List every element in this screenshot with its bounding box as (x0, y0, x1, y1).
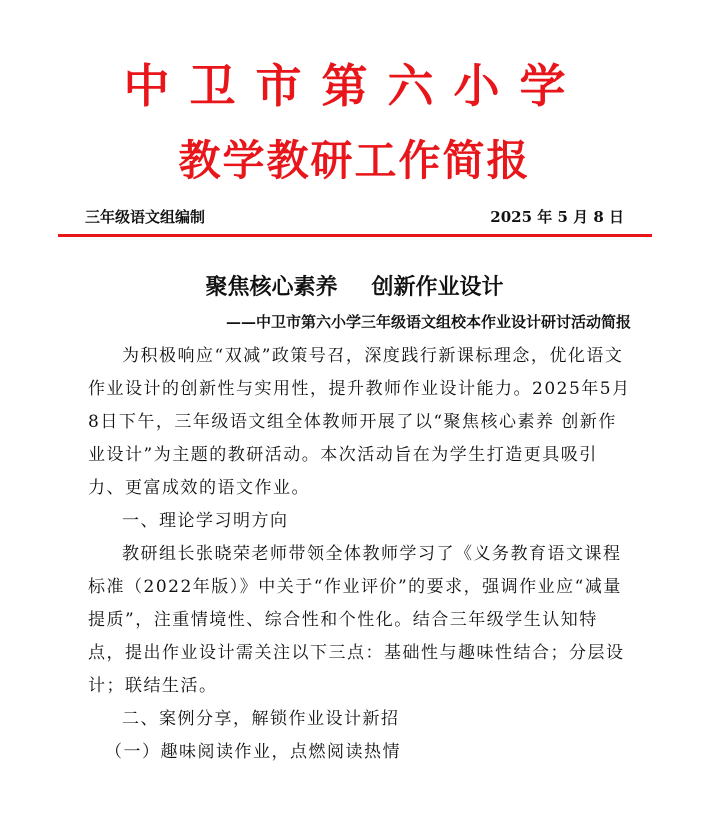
article-title-part2: 创新作业设计 (371, 274, 504, 300)
section2-heading: 二、案例分享，解锁作业设计新招 (122, 709, 400, 729)
date-label: 2025 年 5 月 8 日 (490, 208, 624, 226)
header-divider (58, 234, 652, 237)
school-name: 中卫市第六小学 (123, 59, 586, 113)
article-subtitle: ——中卫市第六小学三年级语文组校本作业设计研讨活动简报 (225, 313, 631, 331)
editor-label: 三年级语文组编制 (85, 208, 206, 226)
meta-row (85, 205, 624, 229)
article-title-part1: 聚焦核心素养 (205, 274, 338, 300)
bulletin-title: 教学教研工作简报 (178, 136, 531, 185)
article-body (88, 340, 634, 769)
intro-paragraph: 为积极响应“双减”政策号召，深度践行新课标理念，优化语文作业设计的创新性与实用性，提升教师作业设计能力。2025年5月8日下午，三年级语文组全体教师开展了以“聚焦核心素养 创新作业设计”为主题的教研活动。本次活动旨在为学生打造更具吸引力、更富成效的语文作业。 (88, 346, 631, 498)
section1-paragraph: 教研组长张晓荣老师带领全体教师学习了《义务教育语文课程标准（2022年版）》中关于“作业评价”的要求，强调作业应“减量提质”，注重情境性、综合性和个性化。结合三年级学生认知特点，提出作业设计需关注以下三点：基础性与趣味性结合；分层设计；联结生活。 (88, 544, 625, 696)
article-title (0, 272, 709, 302)
section1-heading: 一、理论学习明方向 (122, 511, 289, 531)
section2-subheading: （一）趣味阅读作业，点燃阅读热情 (105, 742, 401, 762)
